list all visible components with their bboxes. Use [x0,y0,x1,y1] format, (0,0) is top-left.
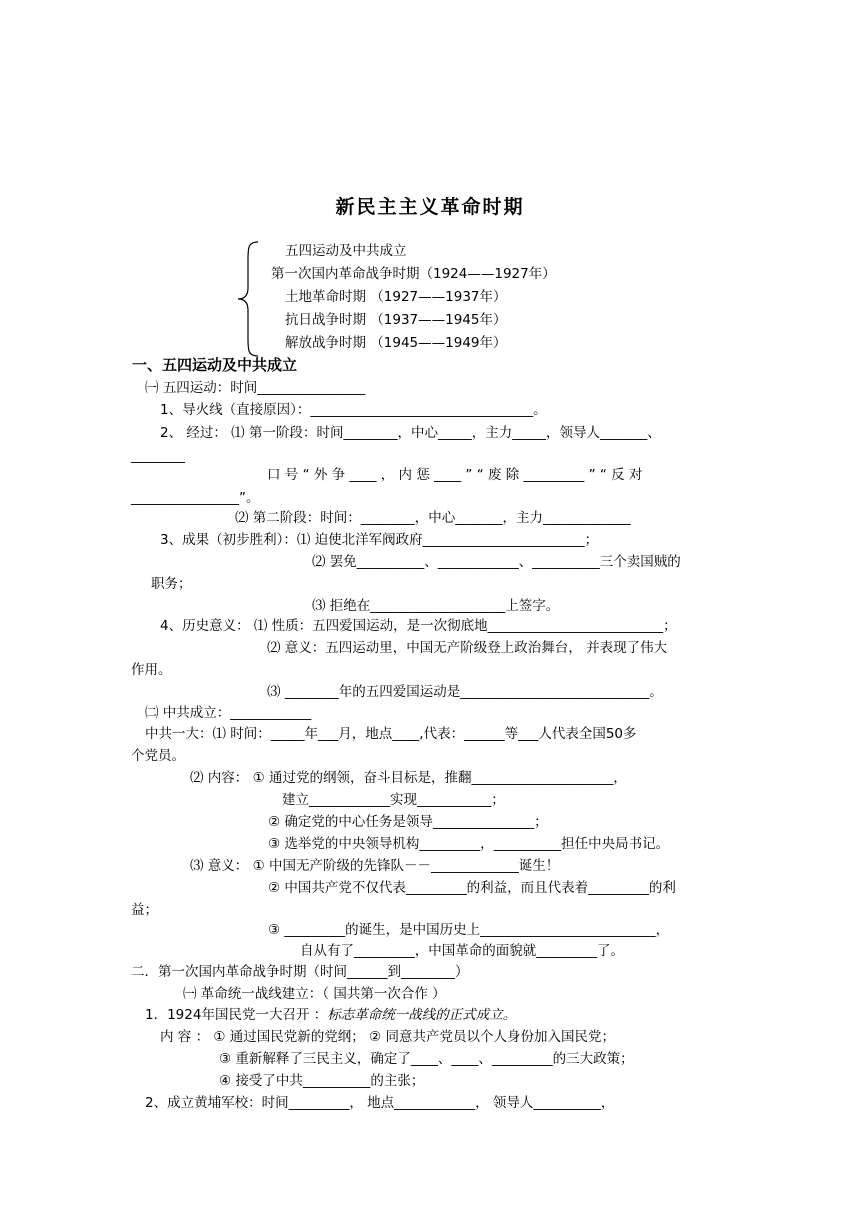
text-run: 1．1924年国民党一大召开 ： [145,1007,328,1023]
section-heading: 一、五四运动及中共成立 [132,356,298,374]
text-line: ③ 重新解释了三民主义，确定了____、____、_________的三大政策； [219,1051,634,1067]
text-line: 职务； [151,576,192,592]
text-line: 作用。 [131,662,172,678]
text-line: 3、成果（初步胜利）：⑴ 迫使北洋军阀政府________________________； [160,532,599,548]
section-heading: 二．第一次国内革命战争时期（时间______到________） [131,964,469,980]
text-line: 建立____________实现___________； [282,792,505,808]
text-line: 内 容 ： ① 通过国民党新的党纲； ② 同意共产党员以个人身份加入国民党； [160,1029,615,1045]
text-line: ② 中国共产党不仅代表_________的利益，而且代表着_________的利 [268,880,676,896]
text-line: 口 号 “ 外 争 ____ ， 内 惩 ____ ” “ 废 除 _________ ” “ 反 对 [267,467,643,483]
text-line: ⑶ ________年的五四爱国运动是____________________________。 [267,684,663,700]
text-line: 2、成立黄埔军校：时间_________， 地点____________， 领导人__________， [145,1095,615,1111]
text-line: ② 确定党的中心任务是领导_______________； [268,814,548,830]
page-title: 新民主主义革命时期 [335,196,525,218]
text-line: 4、历史意义： ⑴ 性质：五四爱国运动，是一次彻底地__________________________； [160,618,677,634]
text-line: ________ [131,448,185,464]
text-line: 中共一大：⑴ 时间：_____年___月，地点____,代表：______等___人代表全国50多 [145,726,637,742]
curly-brace-icon [236,240,262,358]
text-line: ㈠ 五四运动：时间________________ [145,380,366,396]
period-item: 抗日战争时期 （1937——1945年） [285,312,507,328]
text-line: 1、导火线（直接原因）：_________________________________。 [160,402,547,418]
text-line: ⑵ 内容： ① 通过党的纲领，奋斗目标是，推翻_____________________， [190,770,627,786]
text-line: ㈠ 革命统一战线建立：（ 国共第一次合作 ） [183,986,446,1002]
text-line: ⑶ 拒绝在____________________上签字。 [312,598,560,614]
period-item: 土地革命时期 （1927——1937年） [285,289,507,305]
period-item: 解放战争时期 （1945——1949年） [285,335,507,351]
text-line: ④ 接受了中共__________的主张； [219,1073,425,1089]
text-line: ⑵ 第二阶段：时间：________，中心_______，主力_____________ [235,510,631,526]
text-line [145,1005,516,1025]
emphasis-text: 标志革命统一战线的正式成立。 [327,1007,517,1023]
text-line: ⑵ 意义：五四运动里，中国无产阶级登上政治舞台， 并表现了伟大 [267,640,668,656]
text-line: ③ _________的诞生，是中国历史上__________________________， [268,922,670,938]
text-line: 自从有了_________，中国革命的面貌就_________了。 [300,943,624,959]
text-line: ________________”。 [131,490,260,506]
period-item: 第一次国内革命战争时期（1924——1927年） [271,266,556,282]
text-line: 个党员。 [131,748,185,764]
text-line: ㈡ 中共成立：____________ [145,705,312,721]
text-line: ⑶ 意义： ① 中国无产阶级的先锋队－－_____________诞生！ [190,858,560,874]
text-line: 益； [131,902,158,918]
text-line: 2、 经过： ⑴ 第一阶段：时间________，中心_____，主力_____，领导人_______、 [160,425,661,441]
text-line: ③ 选举党的中央领导机构_________，__________担任中央局书记。 [268,836,670,852]
text-line: ⑵ 罢免__________、____________、__________三个卖国贼的 [312,554,681,570]
period-item: 五四运动及中共成立 [285,243,407,259]
